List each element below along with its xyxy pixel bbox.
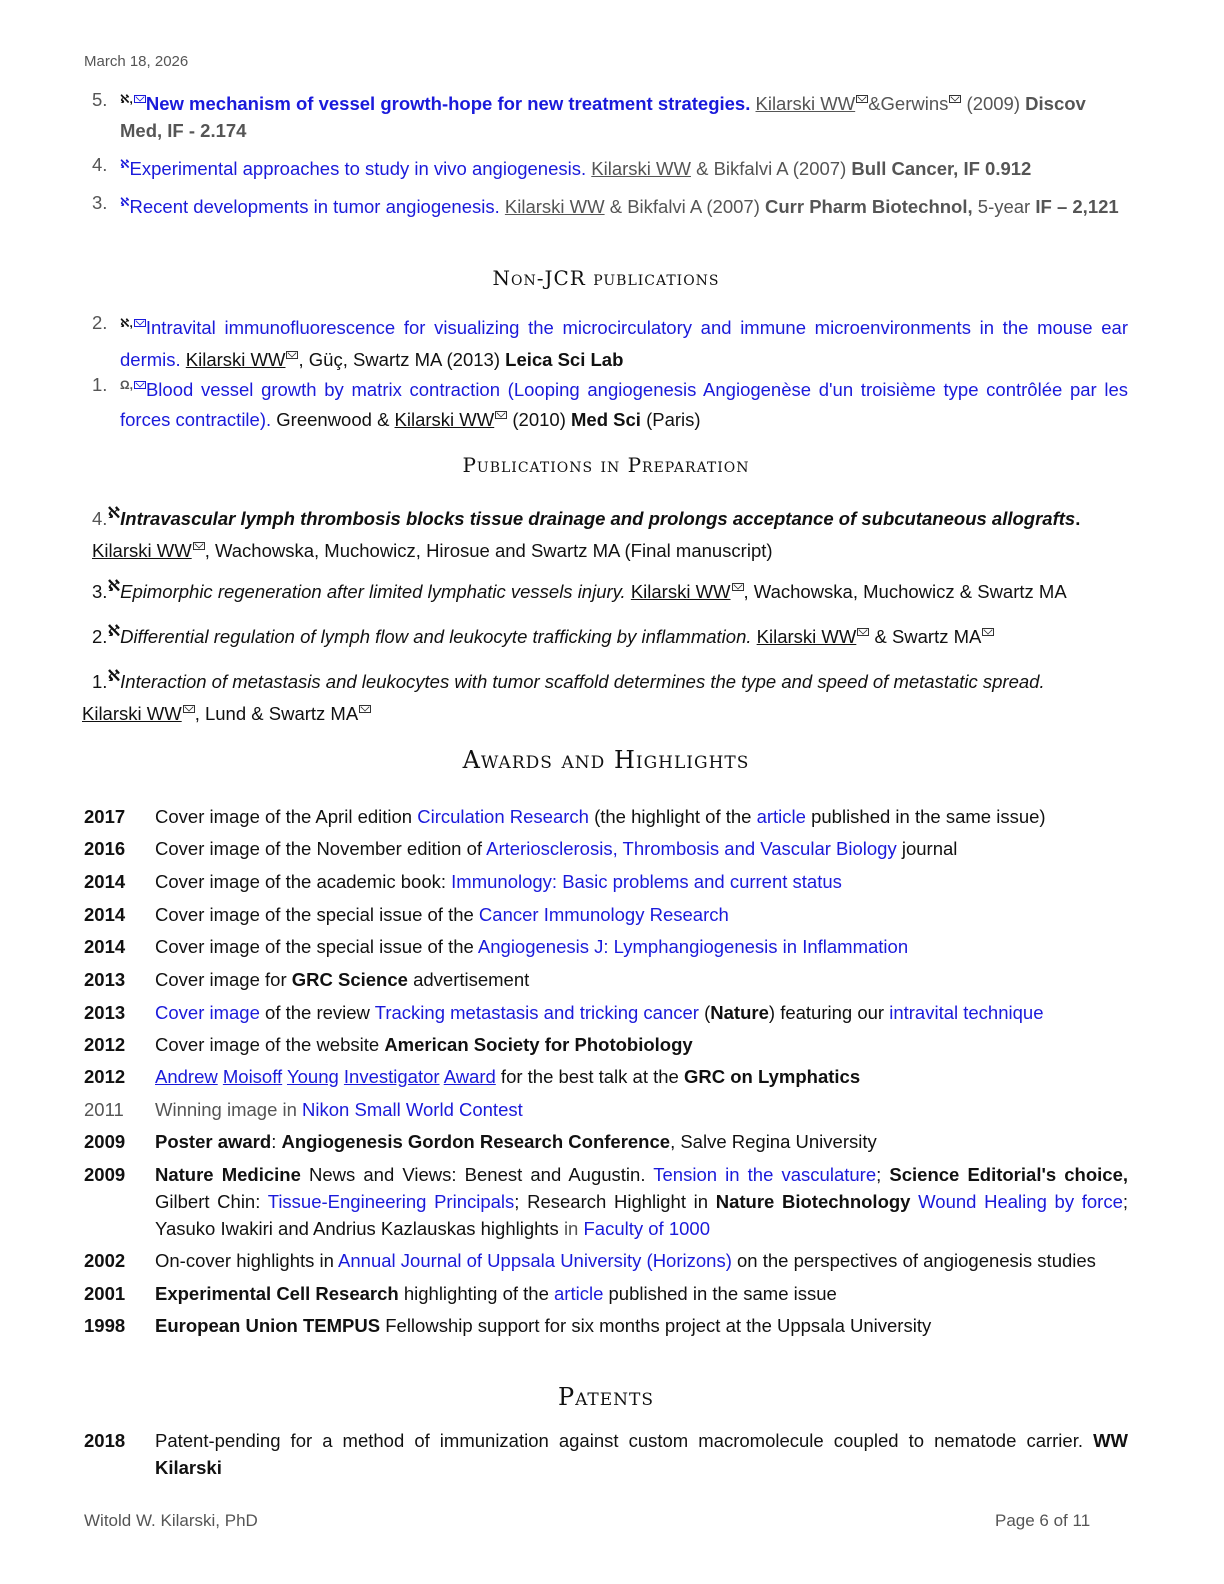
award-bold-text: GRC Science bbox=[291, 969, 408, 990]
award-text bbox=[155, 1312, 1128, 1339]
award-link[interactable]: Annual Journal of Uppsala University (Horizons) bbox=[338, 1250, 732, 1271]
pub-coauthor: Greenwood & bbox=[276, 409, 390, 431]
envelope-icon bbox=[949, 95, 961, 103]
award-link[interactable]: intravital technique bbox=[889, 1002, 1044, 1023]
non-jcr-pub-1 bbox=[92, 370, 1128, 435]
pub-number: 4. bbox=[92, 154, 108, 175]
footer-page-number: Page 6 of 11 bbox=[995, 1511, 1091, 1530]
pub-author: Kilarski WW bbox=[630, 581, 731, 603]
award-text bbox=[155, 803, 1128, 830]
pub-number: 3. bbox=[92, 192, 108, 213]
award-item bbox=[84, 835, 1128, 862]
award-link[interactable]: Circulation Research bbox=[417, 806, 589, 827]
award-text-segment: highlighting of the bbox=[398, 1283, 555, 1304]
award-item bbox=[84, 1063, 1128, 1090]
pub-number: 1. bbox=[92, 374, 108, 395]
award-text-segment: advertisement bbox=[407, 969, 530, 990]
patent-text: Patent-pending for a method of immunization against custom macromolecule coupled to nematode carrier. bbox=[155, 1430, 1083, 1451]
envelope-icon bbox=[134, 95, 146, 103]
pub-journal: Discov Med, IF - 2.174 bbox=[120, 93, 1086, 142]
award-text-segment: ; Research Highlight in bbox=[514, 1191, 716, 1212]
award-text bbox=[155, 1063, 1128, 1090]
award-year: 2013 bbox=[84, 969, 126, 990]
award-text-segment: Cover image of the website bbox=[155, 1034, 385, 1055]
pub-coauthors: & Swartz MA bbox=[874, 626, 982, 648]
envelope-icon bbox=[134, 319, 146, 327]
pub-number: 2. bbox=[92, 312, 108, 333]
award-item bbox=[84, 1128, 1128, 1155]
patent-author: WW Kilarski bbox=[155, 1430, 1128, 1478]
pub-symbol: ℵ bbox=[107, 505, 121, 522]
award-link[interactable]: Angiogenesis J: Lymphangiogenesis in Inflammation bbox=[477, 936, 909, 957]
pub-number: 4. bbox=[92, 508, 108, 530]
award-text-segment bbox=[910, 1191, 918, 1212]
pub-author: Kilarski WW bbox=[394, 409, 495, 431]
award-text-segment: journal bbox=[896, 838, 958, 859]
pub-coauthor: & Bikfalvi A (2007) bbox=[609, 196, 760, 218]
section-heading-awards: Awards and Highlights bbox=[462, 746, 750, 774]
award-link[interactable]: Faculty of 1000 bbox=[583, 1218, 710, 1239]
award-bold-text: Nature Medicine bbox=[155, 1164, 301, 1185]
award-item bbox=[84, 1247, 1128, 1274]
pub-symbol: ℵ bbox=[120, 157, 130, 171]
award-text bbox=[155, 1031, 1128, 1058]
pub-coauthor: &Gerwins bbox=[868, 93, 949, 115]
award-text-segment: Cover image of the November edition of bbox=[155, 838, 487, 859]
award-bold-text: Nature Biotechnology bbox=[715, 1191, 911, 1212]
award-item bbox=[84, 1312, 1128, 1339]
award-link[interactable]: article bbox=[554, 1283, 604, 1304]
pub-symbol: ℵ bbox=[107, 578, 121, 595]
award-link[interactable]: article bbox=[756, 806, 806, 827]
award-text-segment: published in the same issue) bbox=[805, 806, 1046, 827]
pub-author: Kilarski WW bbox=[504, 196, 605, 218]
award-text-segment: Cover image of the special issue of the bbox=[155, 936, 478, 957]
award-bold-text: Experimental Cell Research bbox=[155, 1283, 399, 1304]
envelope-icon bbox=[193, 542, 205, 550]
pub-coauthors: , Wachowska, Muchowicz & Swartz MA bbox=[743, 581, 1067, 603]
pub-journal: Curr Pharm Biotechnol, bbox=[765, 196, 973, 218]
envelope-icon bbox=[856, 95, 868, 103]
award-link[interactable]: Wound Healing by force bbox=[918, 1191, 1123, 1212]
envelope-icon bbox=[857, 628, 869, 636]
pub-title-link[interactable]: Blood vessel growth by matrix contraction (Looping angiogenesis Angiogenèse d'un troisième type contrôlée par les forces contractile). bbox=[120, 379, 1128, 431]
award-text bbox=[155, 1247, 1128, 1274]
pub-symbol: Ω, bbox=[120, 378, 133, 392]
award-year: 2014 bbox=[84, 871, 126, 892]
award-link[interactable]: Investigator bbox=[343, 1066, 440, 1087]
jcr-pub-4 bbox=[92, 151, 1128, 182]
pub-symbol: ℵ bbox=[120, 195, 130, 209]
pub-journal: Bull Cancer, IF 0.912 bbox=[851, 158, 1032, 180]
award-bold-text: Nature bbox=[710, 1002, 769, 1023]
award-link[interactable]: Immunology: Basic problems and current status bbox=[451, 871, 842, 892]
award-item bbox=[84, 966, 1128, 993]
award-bold-text: American Society for Photobiology bbox=[384, 1034, 693, 1055]
envelope-icon bbox=[982, 628, 994, 636]
pub-year: (2009) bbox=[966, 93, 1021, 115]
pub-coauthor: & Bikfalvi A (2007) bbox=[696, 158, 847, 180]
pub-symbol: ℵ, bbox=[120, 92, 133, 106]
award-year: 2012 bbox=[84, 1066, 126, 1087]
award-year: 2011 bbox=[84, 1099, 124, 1120]
award-link[interactable]: Moisoff bbox=[222, 1066, 283, 1087]
award-year: 2016 bbox=[84, 838, 126, 859]
award-link[interactable]: Tracking metastasis and tricking cancer bbox=[374, 1002, 699, 1023]
pub-symbol: ℵ, bbox=[120, 316, 133, 330]
prep-pub-3 bbox=[92, 571, 1128, 608]
award-text bbox=[155, 901, 1128, 928]
award-text bbox=[155, 966, 1128, 993]
award-text bbox=[155, 1128, 1128, 1155]
award-item bbox=[84, 868, 1128, 895]
award-text bbox=[155, 1280, 1128, 1307]
pub-if-prefix: 5-year bbox=[977, 196, 1031, 218]
award-year: 2013 bbox=[84, 1002, 126, 1023]
award-item bbox=[84, 1280, 1128, 1307]
award-link[interactable]: Tension in the vasculature bbox=[653, 1164, 877, 1185]
pub-coauthor: , Güç, Swartz MA (2013) bbox=[298, 349, 500, 371]
prep-pub-4: 4.ℵIntravascular lymph thrombosis blocks tissue drainage and prolongs acceptance of subcutaneous allografts. Kilarski WW , Wachowska, Muchowicz, Hirosue and Swartz MA (Final manuscript) bbox=[92, 505, 1081, 562]
pub-title-link[interactable]: New mechanism of vessel growth-hope for new treatment strategies. bbox=[145, 93, 751, 115]
pub-author: Kilarski WW bbox=[82, 703, 182, 725]
header-date: March 18, 2026 bbox=[84, 53, 189, 70]
award-link[interactable]: Young bbox=[286, 1066, 339, 1087]
envelope-icon bbox=[286, 351, 298, 359]
award-text-segment: Cover image of the special issue of the bbox=[155, 904, 479, 925]
pub-author: Kilarski WW bbox=[185, 349, 286, 371]
award-text bbox=[155, 933, 1128, 960]
award-text-segment: on the perspectives of angiogenesis studies bbox=[731, 1250, 1096, 1271]
award-text-segment: ( bbox=[698, 1002, 711, 1023]
pub-symbol: ℵ bbox=[107, 668, 121, 685]
prep-pub-2 bbox=[92, 616, 1128, 653]
award-item bbox=[84, 1031, 1128, 1058]
award-item bbox=[84, 933, 1128, 960]
award-item bbox=[84, 803, 1128, 830]
award-year: 2014 bbox=[84, 936, 126, 957]
pub-year: (2010) bbox=[512, 409, 566, 431]
award-text-segment: ) featuring our bbox=[768, 1002, 890, 1023]
award-text-segment: On-cover highlights in bbox=[155, 1250, 339, 1271]
award-text-segment: Cover image of the academic book: bbox=[155, 871, 452, 892]
award-text-segment: News and Views: Benest and Augustin. bbox=[300, 1164, 654, 1185]
award-year: 2002 bbox=[84, 1250, 126, 1271]
award-text-segment: for the best talk at the bbox=[495, 1066, 684, 1087]
pub-author: Kilarski WW bbox=[756, 626, 857, 648]
pub-author: Kilarski WW bbox=[92, 540, 192, 562]
award-year: 2001 bbox=[84, 1283, 126, 1304]
award-text-segment: Winning image in bbox=[155, 1099, 303, 1120]
award-text-segment: of the review bbox=[259, 1002, 375, 1023]
footer-author: Witold W. Kilarski, PhD bbox=[84, 1511, 258, 1530]
envelope-icon bbox=[495, 411, 507, 419]
award-year: 2014 bbox=[84, 904, 126, 925]
award-link[interactable]: Cancer Immunology Research bbox=[478, 904, 729, 925]
award-text bbox=[155, 1161, 1128, 1242]
award-link[interactable]: Arteriosclerosis, Thrombosis and Vascular Biology bbox=[486, 838, 897, 859]
prep-pub-1 bbox=[82, 661, 1128, 730]
pub-journal: Med Sci bbox=[571, 409, 641, 431]
award-item bbox=[84, 901, 1128, 928]
pub-title-link[interactable]: Recent developments in tumor angiogenesis. bbox=[129, 196, 500, 218]
award-text-segment: ; Yasuko Iwakiri and Andrius Kazlauskas highlights bbox=[155, 1191, 1129, 1239]
envelope-icon bbox=[732, 583, 744, 591]
pub-coauthors: , Wachowska, Muchowicz, Hirosue and Swartz MA (Final manuscript) bbox=[204, 540, 773, 562]
pub-journal-tail: (Paris) bbox=[646, 409, 701, 431]
award-text-segment: Cover image of the April edition bbox=[155, 806, 418, 827]
award-year: 2009 bbox=[84, 1131, 126, 1152]
envelope-icon bbox=[134, 381, 146, 389]
award-bold-text: GRC on Lymphatics bbox=[684, 1066, 861, 1087]
envelope-icon bbox=[183, 705, 195, 713]
pub-number: 2. bbox=[92, 626, 108, 648]
pub-symbol: ℵ bbox=[107, 623, 121, 640]
award-text-segment: Gilbert Chin: bbox=[155, 1191, 268, 1212]
award-text bbox=[155, 835, 1128, 862]
pub-number: 5. bbox=[92, 89, 108, 110]
pub-title-link[interactable]: Experimental approaches to study in vivo angiogenesis. bbox=[129, 158, 587, 180]
section-heading-patents: Patents bbox=[557, 1383, 655, 1411]
pub-journal: Leica Sci Lab bbox=[505, 349, 624, 371]
patent-year: 2018 bbox=[84, 1430, 126, 1451]
award-text-segment: (the highlight of the bbox=[588, 806, 757, 827]
pub-author: Kilarski WW bbox=[591, 158, 691, 180]
patent-item bbox=[84, 1427, 1128, 1481]
award-text bbox=[155, 999, 1128, 1026]
jcr-pub-5 bbox=[92, 86, 1128, 144]
award-text-segment: Fellowship support for six months project at the Uppsala University bbox=[380, 1315, 932, 1336]
award-link[interactable]: Tissue-Engineering Principals bbox=[267, 1191, 515, 1212]
award-year: 1998 bbox=[84, 1315, 126, 1336]
pub-title: Interaction of metastasis and leukocytes with tumor scaffold determines the type and speed of metastatic spread. bbox=[120, 671, 1045, 693]
pub-coauthors: , Lund & Swartz MA bbox=[194, 703, 359, 725]
award-text-segment: Cover image for bbox=[155, 969, 292, 990]
envelope-icon bbox=[359, 705, 371, 713]
award-bold-text: Poster award bbox=[155, 1131, 272, 1152]
award-year: 2009 bbox=[84, 1164, 126, 1185]
pub-title: Intravascular lymph thrombosis blocks tissue drainage and prolongs acceptance of subcutaneous allografts bbox=[120, 508, 1076, 530]
award-item bbox=[84, 999, 1128, 1026]
pub-if-value: IF – 2,121 bbox=[1035, 196, 1119, 218]
award-link[interactable]: Andrew bbox=[155, 1066, 218, 1087]
pub-number: 1. bbox=[92, 671, 108, 693]
section-heading-in-preparation: Publications in Preparation bbox=[462, 453, 750, 477]
award-item bbox=[84, 1161, 1128, 1242]
award-bold-text: European Union TEMPUS bbox=[155, 1315, 381, 1336]
award-text-segment: ; bbox=[876, 1164, 890, 1185]
pub-author: Kilarski WW bbox=[755, 93, 856, 115]
pub-title: Epimorphic regeneration after limited lymphatic vessels injury. bbox=[120, 581, 626, 603]
award-text bbox=[155, 868, 1128, 895]
award-text-segment: , Salve Regina University bbox=[670, 1131, 877, 1152]
award-link[interactable]: Nikon Small World Contest bbox=[302, 1099, 523, 1120]
non-jcr-pub-2 bbox=[92, 307, 1128, 376]
award-year: 2012 bbox=[84, 1034, 126, 1055]
award-text-segment: : bbox=[271, 1131, 282, 1152]
award-bold-text: Science Editorial's choice, bbox=[889, 1164, 1129, 1185]
award-link[interactable]: Award bbox=[443, 1066, 496, 1087]
pub-number: 3. bbox=[92, 581, 108, 603]
pub-title: Differential regulation of lymph flow and leukocyte trafficking by inflammation. bbox=[120, 626, 752, 648]
section-heading-non-jcr: Non-JCR publications bbox=[492, 266, 720, 290]
award-bold-text: Angiogenesis Gordon Research Conference bbox=[281, 1131, 671, 1152]
award-text-segment: in bbox=[563, 1218, 584, 1239]
award-text bbox=[155, 1096, 1128, 1123]
award-text-segment: published in the same issue bbox=[603, 1283, 837, 1304]
pub-title-link[interactable]: Intravital immunofluorescence for visualizing the microcirculatory and immune microenvironments in the mouse ear dermis. bbox=[120, 317, 1128, 371]
jcr-pub-3 bbox=[92, 189, 1128, 220]
award-year: 2017 bbox=[84, 806, 126, 827]
award-item bbox=[84, 1096, 1128, 1123]
award-link[interactable]: Cover image bbox=[155, 1002, 260, 1023]
